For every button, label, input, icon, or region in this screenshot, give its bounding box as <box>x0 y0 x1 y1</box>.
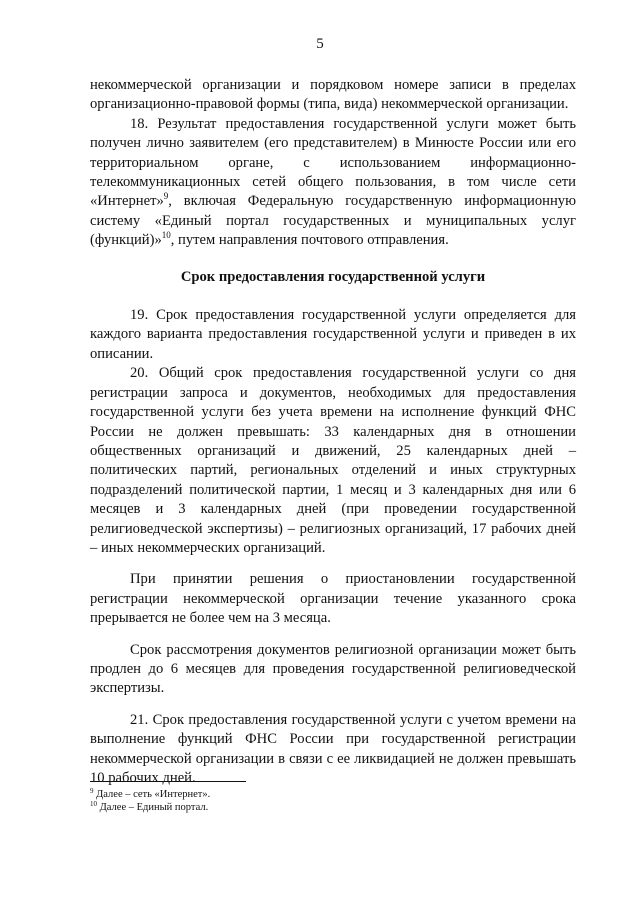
footnote-10 <box>90 801 570 814</box>
footnote-9 <box>90 788 570 801</box>
footnote-9-text: Далее – сеть «Интернет». <box>93 789 211 800</box>
footnote-mark-10: 10 <box>90 800 97 808</box>
paragraph-suspension: При принятии решения о приостановлении государственной регистрации некоммерческой организации течение указанного срока прерывается не более чем на 3 месяца. <box>90 571 576 627</box>
paragraph-18-text-1: 18. Результат предоставления государственной услуги может быть получен лично заявителем (его представителем) в Минюсте России или его территориальном органе, с использованием информационно-телекоммуникационных сетей общего пользования, в том числе сети «Интернет» <box>90 115 576 210</box>
paragraph-religious-review: Срок рассмотрения документов религиозной организации может быть продлен до 6 месяцев для проведения государственной религиоведческой экспертизы. <box>90 641 576 697</box>
paragraph-21: 21. Срок предоставления государственной услуги с учетом времени на выполнение функций ФНС России при государственной регистрации некоммерческой организации в связи с ее ликвидацией не должен превышать 10 рабочих дней. <box>90 711 576 786</box>
document-body <box>90 76 576 788</box>
paragraph-19: 19. Срок предоставления государственной услуги определяется для каждого варианта предоставления государственной услуги и приведен в их описании. <box>90 307 576 362</box>
paragraph-continuation: некоммерческой организации и порядковом номере записи в пределах организационно-правовой формы (типа, вида) некоммерческой организации. <box>90 77 576 113</box>
paragraph-20: 20. Общий срок предоставления государственной услуги со дня регистрации запроса и документов, необходимых для предоставления государственной услуги без учета времени на исполнение функций ФНС России не должен превышать: 33 календарных дня в отношении общественных организаций и движений, 25 календарных дней – политических партий, региональных отделений и иных структурных подразделений политической партии, 1 месяц и 3 календарных дня или 6 месяцев и 3 календарных дней (при проведении государственной религиоведческой экспертизы) – религиозных организаций, 17 рабочих дней – иных некоммерческих организаций. <box>90 365 576 556</box>
paragraph-18-text-3: , путем направления почтового отправления. <box>170 232 449 249</box>
section-heading: Срок предоставления государственной услуги <box>180 268 486 285</box>
paragraph-18 <box>90 115 576 251</box>
page-number: 5 <box>316 36 324 52</box>
footnotes <box>90 788 570 814</box>
footnote-ref-10: 10 <box>161 230 171 241</box>
footnote-10-text: Далее – Единый портал. <box>97 802 209 813</box>
footnote-divider <box>90 781 246 782</box>
paragraph-18-text-2: , включая Федеральную государственную информационную систему «Единый портал государственных и муниципальных услуг (функций)» <box>90 193 576 249</box>
footnote-mark-9: 9 <box>90 787 94 795</box>
footnote-ref-9: 9 <box>163 191 169 202</box>
